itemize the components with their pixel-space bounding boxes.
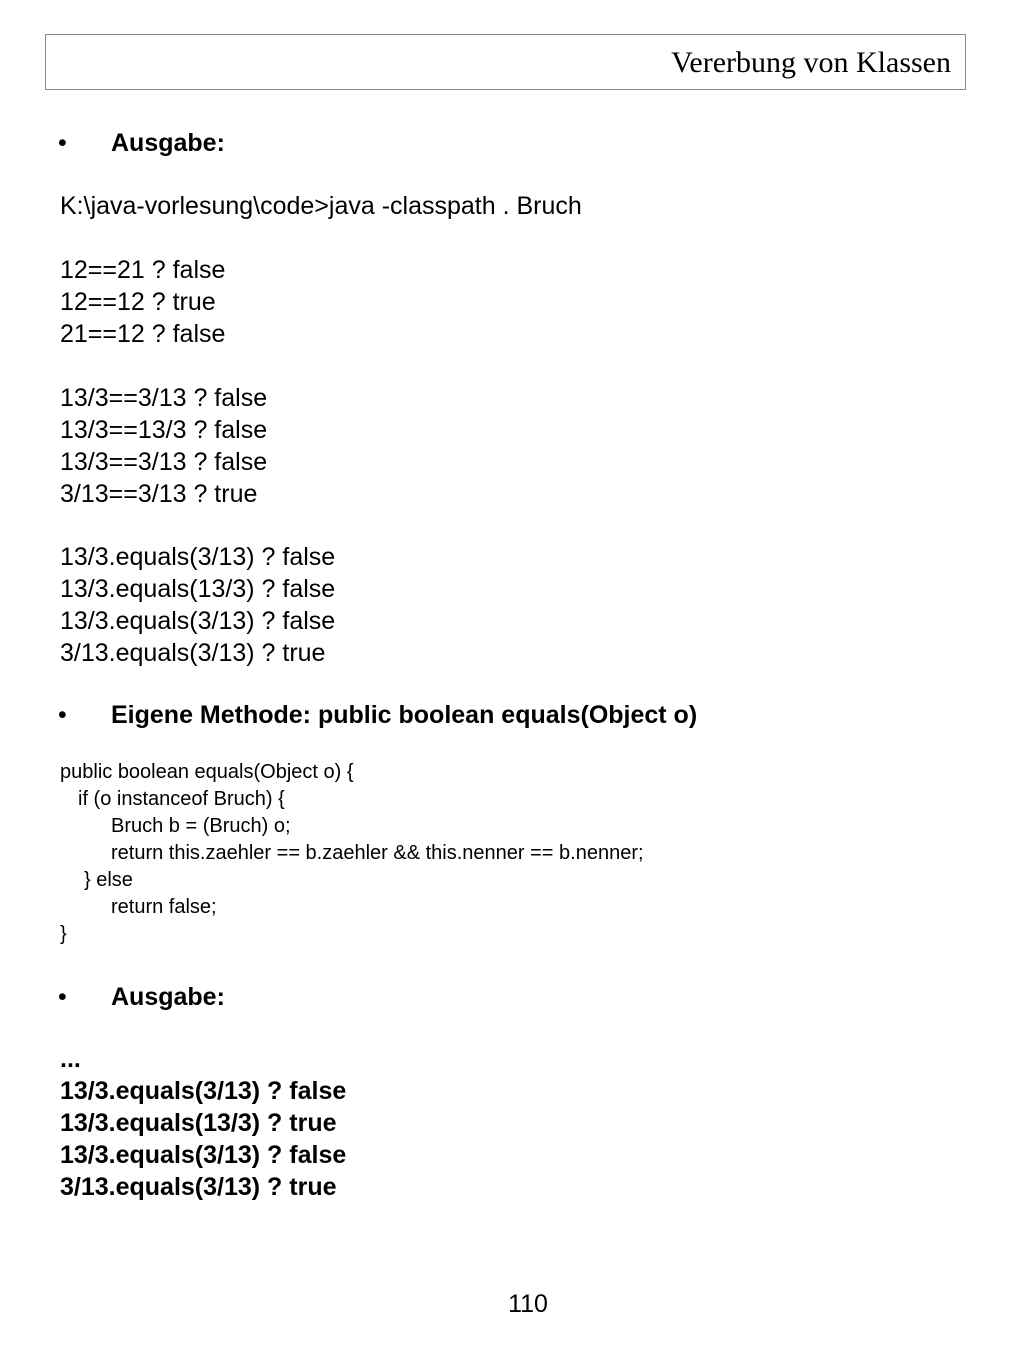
slide-title: Vererbung von Klassen: [671, 46, 951, 79]
bullet-dot: •: [58, 983, 67, 1011]
slide-header: [45, 34, 966, 90]
code-line: return this.zaehler == b.zaehler && this.nenner == b.nenner;: [111, 842, 644, 864]
bullet-dot: •: [58, 701, 67, 729]
output-line: 3/13.equals(3/13) ? true: [60, 1173, 337, 1201]
output-line: 13/3.equals(3/13) ? false: [60, 1141, 347, 1169]
output-line: ...: [60, 1045, 81, 1073]
command-line: K:\java-vorlesung\code>java -classpath . Bruch: [60, 192, 582, 220]
code-line: public boolean equals(Object o) {: [60, 761, 354, 783]
output-line: 3/13==3/13 ? true: [60, 480, 258, 508]
code-line: return false;: [111, 896, 217, 918]
output-line: 13/3.equals(3/13) ? false: [60, 1077, 347, 1105]
code-line: }: [60, 923, 67, 945]
output-line: 13/3==3/13 ? false: [60, 448, 268, 476]
output-line: 13/3.equals(13/3) ? true: [60, 1109, 337, 1137]
output-line: 13/3==3/13 ? false: [60, 384, 268, 412]
code-line: } else: [84, 869, 133, 891]
bullet-heading: Ausgabe:: [111, 129, 225, 157]
output-line: 12==21 ? false: [60, 256, 226, 284]
output-line: 13/3==13/3 ? false: [60, 416, 268, 444]
code-line: Bruch b = (Bruch) o;: [111, 815, 291, 837]
output-line: 3/13.equals(3/13) ? true: [60, 639, 326, 667]
bullet-heading: Ausgabe:: [111, 983, 225, 1011]
output-line: 12==12 ? true: [60, 288, 216, 316]
output-line: 13/3.equals(3/13) ? false: [60, 607, 336, 635]
code-line: if (o instanceof Bruch) {: [78, 788, 285, 810]
output-line: 13/3.equals(13/3) ? false: [60, 575, 336, 603]
page-number: 110: [508, 1290, 548, 1318]
bullet-heading: Eigene Methode: public boolean equals(Object o): [111, 701, 698, 729]
bullet-dot: •: [58, 129, 67, 157]
output-line: 21==12 ? false: [60, 320, 226, 348]
output-line: 13/3.equals(3/13) ? false: [60, 543, 336, 571]
